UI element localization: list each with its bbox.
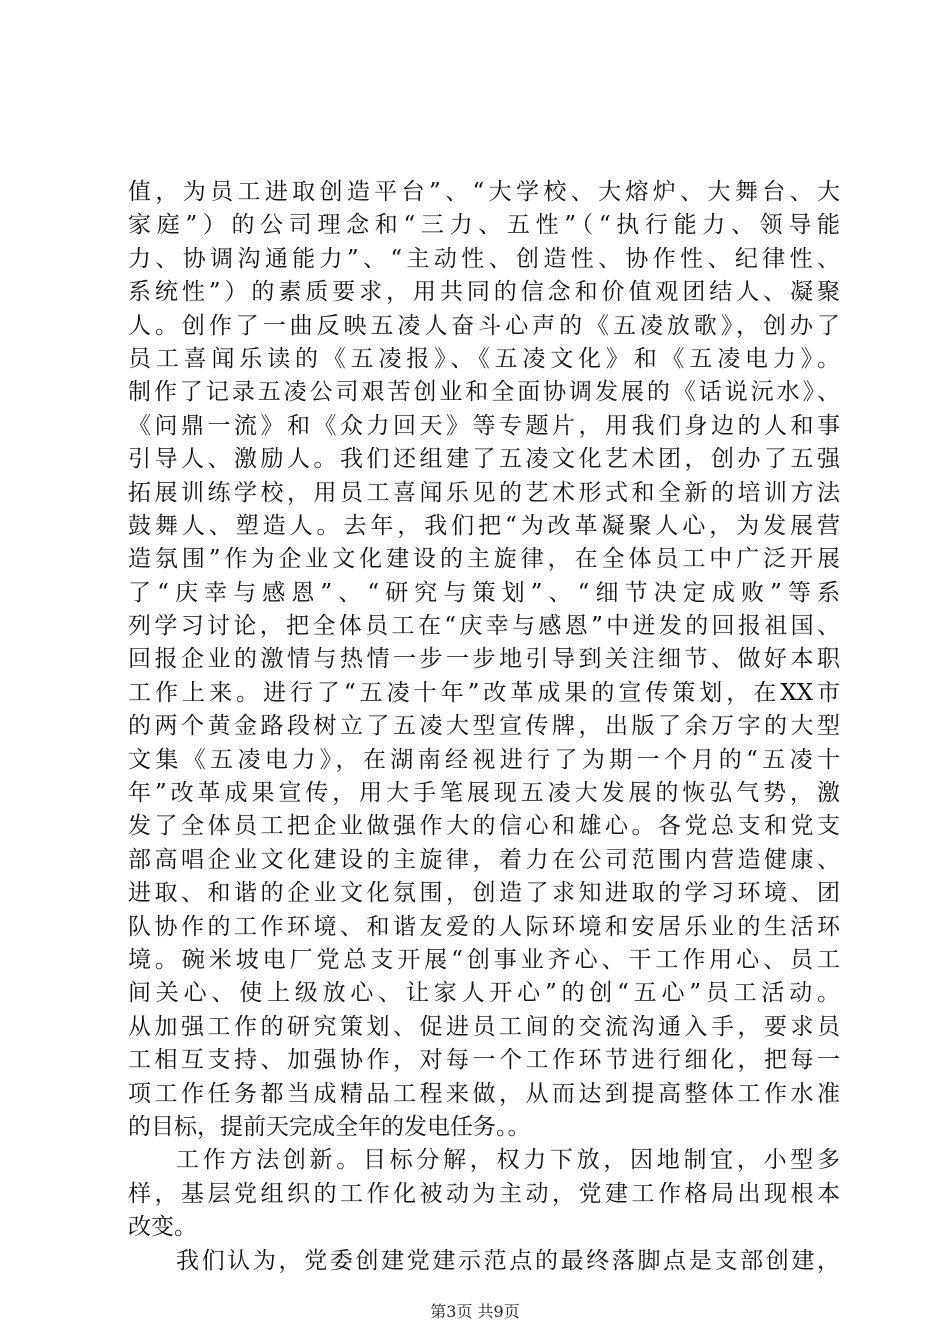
text-line: 员工喜闻乐读的《五凌报》、《五凌文化》和《五凌电力》。 (128, 345, 840, 372)
text-line: 工作方法创新。目标分解，权力下放，因地制宜，小型多 (176, 1147, 840, 1174)
text-line: 从加强工作的研究策划、促进员工间的交流沟通入手，要求员 (128, 1013, 840, 1040)
text-line: 的两个黄金路段树立了五凌大型宣传牌，出版了余万字的大型 (128, 713, 840, 740)
text-line: 了“庆幸与感恩”、“研究与策划”、“细节决定成败”等系 (128, 579, 840, 606)
text-line: 造氛围”作为企业文化建设的主旋律，在全体员工中广泛开展 (128, 546, 840, 573)
text-line: 我们认为，党委创建党建示范点的最终落脚点是支部创建， (176, 1247, 840, 1274)
text-line: 值，为员工进取创造平台”、“大学校、大熔炉、大舞台、大 (128, 179, 840, 205)
text-line: 家庭”）的公司理念和“三力、五性”（“执行能力、领导能 (128, 212, 840, 239)
text-line: 境。碗米坡电厂党总支开展“创事业齐心、干工作用心、员工 (128, 946, 840, 973)
text-line: 进取、和谐的企业文化氛围，创造了求知进取的学习环境、团 (128, 880, 840, 907)
text-line: 列学习讨论，把全体员工在“庆幸与感恩”中迸发的回报祖国、 (128, 613, 840, 640)
text-line: 工相互支持、加强协作，对每一个工作环节进行细化，把每一 (128, 1047, 840, 1074)
text-line: 《问鼎一流》和《众力回天》等专题片，用我们身边的人和事 (128, 412, 840, 439)
text-line: 系统性”）的素质要求，用共同的信念和价值观团结人、凝聚 (128, 279, 840, 306)
text-line: 鼓舞人、塑造人。去年，我们把“为改革凝聚人心，为发展营 (128, 512, 840, 539)
body-text (128, 176, 840, 1278)
text-line: 发了全体员工把企业做强作大的信心和雄心。各党总支和党支 (128, 813, 840, 840)
text-line: 人。创作了一曲反映五凌人奋斗心声的《五凌放歌》，创办了 (128, 312, 840, 339)
text-line: 文集《五凌电力》，在湖南经视进行了为期一个月的“五凌十 (128, 746, 840, 773)
text-line: 工作上来。进行了“五凌十年”改革成果的宣传策划，在XX市 (128, 679, 840, 706)
text-line: 回报企业的激情与热情一步一步地引导到关注细节、做好本职 (128, 646, 840, 673)
text-line: 间关心、使上级放心、让家人开心”的创“五心”员工活动。 (128, 980, 840, 1007)
text-line: 力、协调沟通能力”、“主动性、创造性、协作性、纪律性、 (128, 245, 840, 272)
text-line: 改变。 (128, 1214, 197, 1241)
text-line: 制作了记录五凌公司艰苦创业和全面协调发展的《话说沅水》、 (128, 379, 840, 406)
text-line: 样，基层党组织的工作化被动为主动，党建工作格局出现根本 (128, 1180, 840, 1207)
text-line: 的目标，提前天完成全年的发电任务。。 (128, 1113, 531, 1140)
text-line: 项工作任务都当成精品工程来做，从而达到提高整体工作水准 (128, 1080, 840, 1107)
text-line: 引导人、激励人。我们还组建了五凌文化艺术团，创办了五强 (128, 446, 840, 473)
text-line: 拓展训练学校，用员工喜闻乐见的艺术形式和全新的培训方法 (128, 479, 840, 506)
text-line: 队协作的工作环境、和谐友爱的人际环境和安居乐业的生活环 (128, 913, 840, 940)
text-line: 部高唱企业文化建设的主旋律，着力在公司范围内营造健康、 (128, 846, 840, 873)
text-line: 年”改革成果宣传，用大手笔展现五凌大发展的恢弘气势，激 (128, 780, 840, 807)
page-number-footer: 第3页 共9页 (430, 1302, 520, 1321)
